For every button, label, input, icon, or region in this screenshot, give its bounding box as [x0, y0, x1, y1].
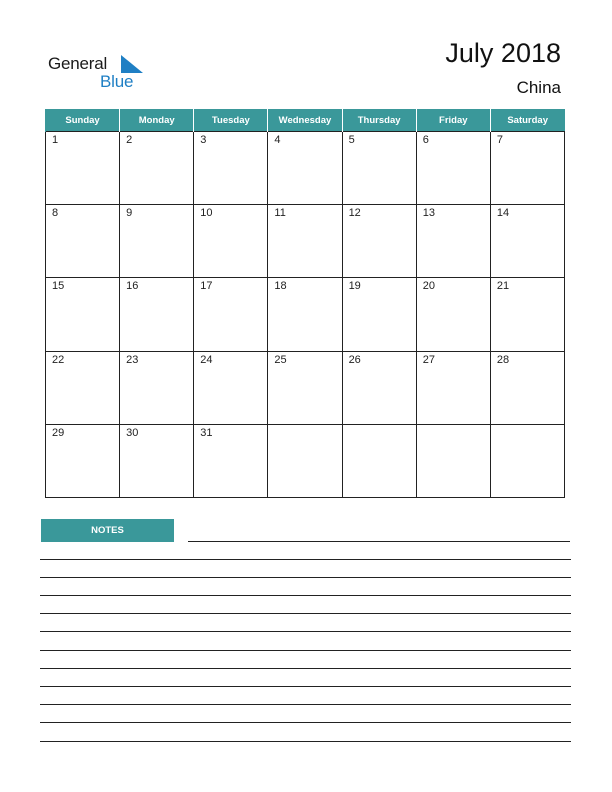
day-cell [490, 424, 564, 497]
weekday-saturday: Saturday [490, 109, 564, 132]
day-cell: 4 [268, 132, 342, 205]
day-cell: 1 [46, 132, 120, 205]
notes-line[interactable] [40, 613, 571, 614]
notes-line[interactable] [40, 704, 571, 705]
day-cell: 20 [416, 278, 490, 351]
notes-line[interactable] [40, 668, 571, 669]
notes-line[interactable] [40, 559, 571, 560]
day-cell: 26 [342, 351, 416, 424]
day-cell: 25 [268, 351, 342, 424]
weekday-friday: Friday [416, 109, 490, 132]
day-cell: 10 [194, 205, 268, 278]
weekday-wednesday: Wednesday [268, 109, 342, 132]
notes-line[interactable] [40, 686, 571, 687]
day-cell: 9 [120, 205, 194, 278]
day-cell: 17 [194, 278, 268, 351]
day-cell: 2 [120, 132, 194, 205]
day-cell: 11 [268, 205, 342, 278]
week-row [46, 132, 565, 205]
day-cell: 28 [490, 351, 564, 424]
day-cell: 22 [46, 351, 120, 424]
weekday-sunday: Sunday [46, 109, 120, 132]
weekday-header-row [46, 109, 565, 132]
week-row [46, 351, 565, 424]
day-cell: 24 [194, 351, 268, 424]
brand-word-general: General [48, 54, 108, 73]
notes-line[interactable] [40, 722, 571, 723]
notes-line[interactable] [40, 631, 571, 632]
day-cell: 31 [194, 424, 268, 497]
calendar-grid [45, 109, 565, 498]
day-cell: 14 [490, 205, 564, 278]
day-cell: 15 [46, 278, 120, 351]
brand-logo [48, 54, 148, 94]
day-cell: 30 [120, 424, 194, 497]
notes-line[interactable] [188, 541, 570, 542]
brand-triangle-icon [121, 55, 143, 73]
day-cell: 19 [342, 278, 416, 351]
day-cell: 8 [46, 205, 120, 278]
day-cell: 16 [120, 278, 194, 351]
weekday-monday: Monday [120, 109, 194, 132]
month-year-title: July 2018 [445, 38, 561, 68]
day-cell [416, 424, 490, 497]
day-cell: 12 [342, 205, 416, 278]
weekday-tuesday: Tuesday [194, 109, 268, 132]
notes-line[interactable] [40, 577, 571, 578]
brand-word-blue: Blue [100, 72, 134, 91]
day-cell: 23 [120, 351, 194, 424]
day-cell: 27 [416, 351, 490, 424]
day-cell: 5 [342, 132, 416, 205]
notes-line[interactable] [40, 741, 571, 742]
notes-header: NOTES [41, 519, 174, 542]
day-cell: 13 [416, 205, 490, 278]
day-cell: 7 [490, 132, 564, 205]
notes-line[interactable] [40, 595, 571, 596]
week-row [46, 278, 565, 351]
notes-line[interactable] [40, 650, 571, 651]
day-cell: 6 [416, 132, 490, 205]
day-cell: 3 [194, 132, 268, 205]
day-cell: 21 [490, 278, 564, 351]
week-row [46, 424, 565, 497]
country-label: China [516, 78, 561, 97]
weekday-thursday: Thursday [342, 109, 416, 132]
day-cell [268, 424, 342, 497]
week-row [46, 205, 565, 278]
day-cell: 18 [268, 278, 342, 351]
day-cell: 29 [46, 424, 120, 497]
day-cell [342, 424, 416, 497]
